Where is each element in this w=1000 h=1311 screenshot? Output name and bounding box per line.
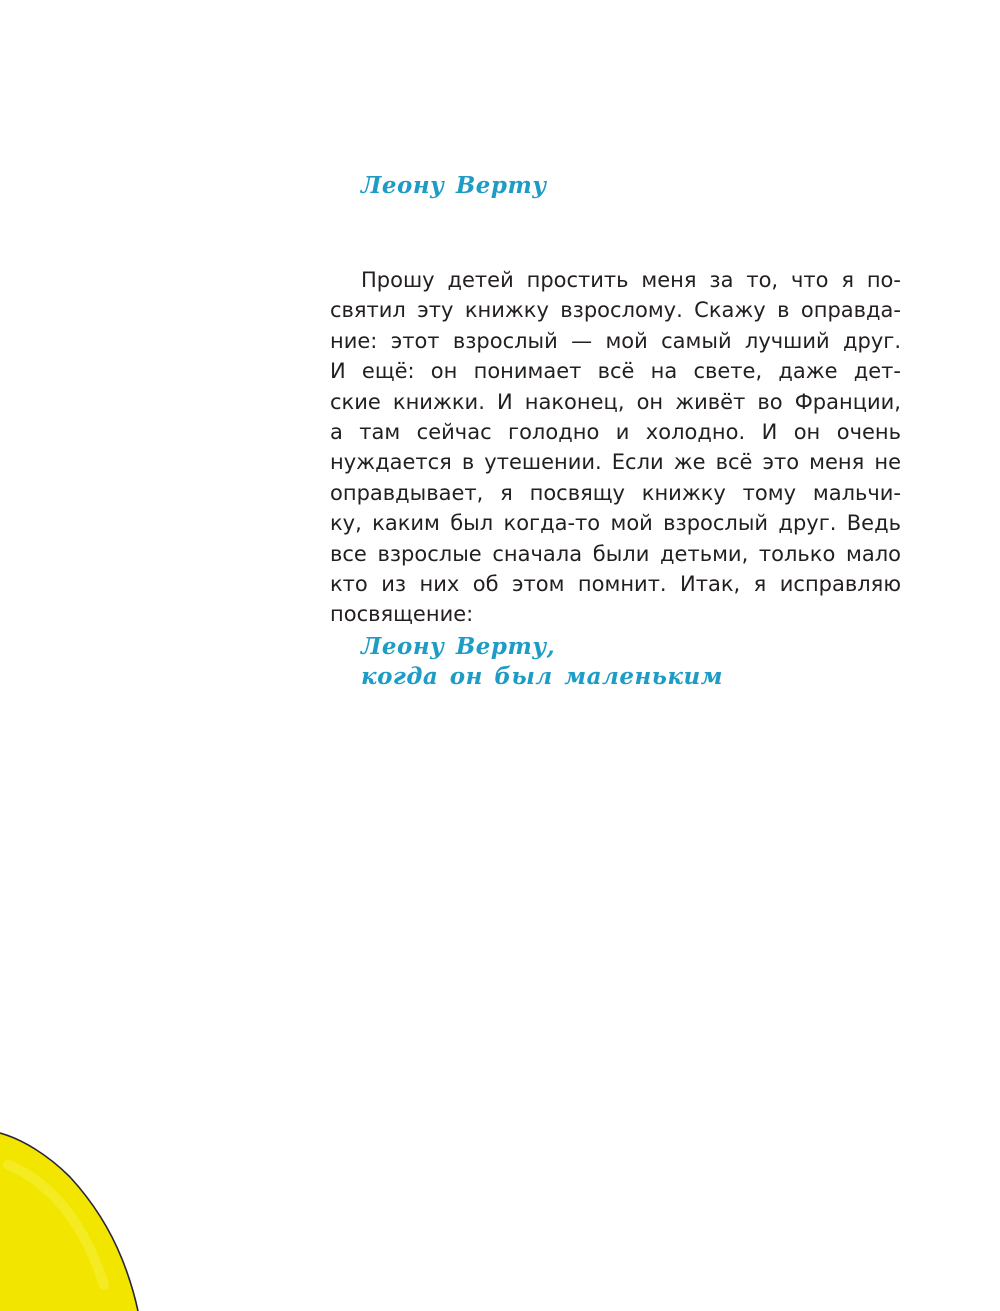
paragraph-line: нуждается в утешении. Если же всё это меня не	[330, 450, 901, 475]
revised-dedication-line-2: когда он был маленьким	[361, 663, 724, 691]
yellow-planet-edge-illustration	[0, 1125, 140, 1311]
revised-dedication-line-1: Леону Верту,	[361, 633, 556, 660]
paragraph-line: ние: этот взрослый — мой самый лучший друг.	[330, 328, 901, 353]
paragraph-line: посвящение:	[330, 602, 474, 627]
paragraph-line: И ещё: он понимает всё на свете, даже дет-	[330, 359, 901, 384]
paragraph-line: ские книжки. И наконец, он живёт во Франции,	[330, 389, 901, 414]
paragraph-line: кто из них об этом помнит. Итак, я исправляю	[330, 571, 901, 596]
dedication-heading: Леону Верту	[361, 172, 547, 199]
paragraph-line: все взрослые сначала были детьми, только мало	[330, 541, 901, 566]
revised-dedication	[361, 632, 723, 693]
paragraph-line: святил эту книжку взрослому. Скажу в оправда-	[330, 298, 901, 323]
paragraph-line: ку, каким был когда-то мой взрослый друг. Ведь	[330, 511, 901, 536]
paragraph-line: Прошу детей простить меня за то, что я по-	[361, 268, 901, 292]
paragraph-line: оправдывает, я посвящу книжку тому мальчи-	[330, 480, 901, 505]
dedication-paragraph	[330, 265, 901, 630]
paragraph-line: а там сейчас голодно и холодно. И он очень	[330, 419, 901, 444]
